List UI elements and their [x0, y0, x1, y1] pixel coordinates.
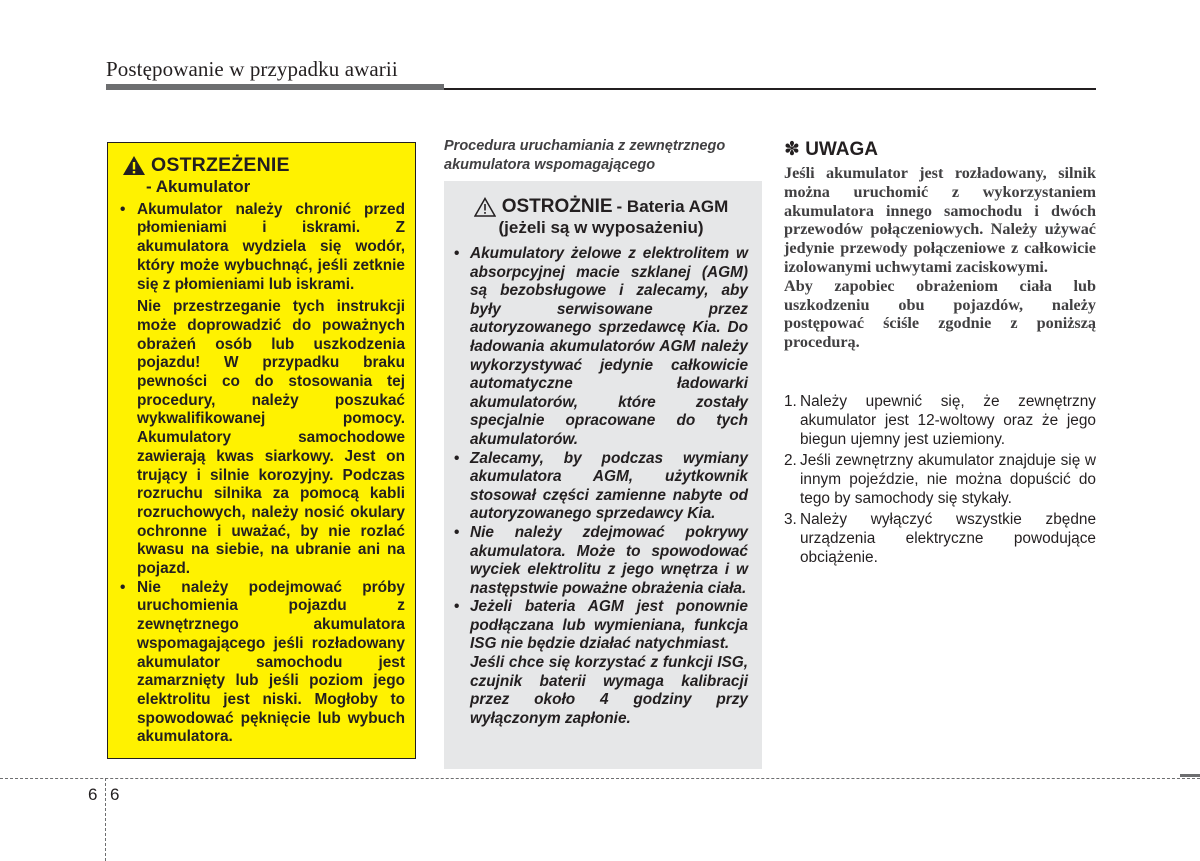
- warning-list: [117, 201, 405, 747]
- chapter-number: 6: [88, 785, 98, 804]
- warning-box: [107, 142, 416, 759]
- step-item: [784, 451, 1096, 508]
- procedure-steps: [784, 392, 1096, 569]
- warning-paragraph: Nie przestrzeganie tych instrukcji może doprowadzić do poważnych obrażeń osób lub uszkodzenia pojazdu! W przypadku braku pewności co do stosowania tej procedury, należy poszukać wykwalifikowanej pomocy. Akumulatory samochodowe zawierają kwas siarkowy. Jest on trujący i silnie korozyjny. Podczas rozruchu silnika za pomocą kabli rozruchowych, należy nosić okulary ochronne i uważać, by nie rozlać kwasu na siebie, na ubranie ani na pojazd.: [137, 298, 405, 578]
- warning-triangle-icon: [122, 155, 146, 176]
- caution-paragraph: Zalecamy, by podczas wymiany akumulatora AGM, użytkownik stosował części zamienne nabyte od autoryzowanego sprzedawcy Kia.: [470, 449, 748, 523]
- bullet: •: [454, 449, 460, 467]
- note-paragraph: Aby zapobiec obrażeniom ciała lub uszkodzeniu obu pojazdów, należy postępować ściśle zgodnie z poniższą procedurą.: [784, 276, 1096, 352]
- page-number: 6: [110, 785, 120, 804]
- procedure-heading: Procedura uruchamiania z zewnętrznego akumulatora wspomagającego: [444, 138, 726, 173]
- step-number: 2.: [784, 452, 797, 469]
- caution-item: [454, 245, 748, 450]
- footer-vertical-dashed-rule: [105, 778, 106, 861]
- caution-paragraph: Nie należy zdejmować pokrywy akumulatora. Może to spowodować wyciek elektrolitu z jego wnętrza i w następstwie poważne obrażenia ciała.: [470, 523, 748, 597]
- warning-header: [122, 155, 405, 176]
- note-title: ✽ UWAGA: [784, 139, 879, 160]
- bullet: •: [120, 578, 126, 596]
- step-text: Jeśli zewnętrzny akumulator znajduje się w innym pojeździe, nie można dopuścić do tego by samochody się stykały.: [800, 452, 1096, 507]
- step-number: 3.: [784, 511, 797, 528]
- caution-header: [454, 197, 748, 217]
- note-text: [784, 164, 1096, 352]
- caution-box: [444, 181, 762, 769]
- caution-title: OSTROŻNIE: [501, 196, 613, 217]
- caution-paragraph: Akumulatory żelowe z elektrolitem w absorpcyjnej macie szklanej (AGM) są bezobsługowe i zalecamy, aby były serwisowane przez autoryzowanego sprzedawcę Kia. Do ładowania akumulatorów AGM należy wykorzystywać jedynie całkowicie automatyczne ładowarki akumulatorów, które zostały specjalnie opracowane do tych akumulatorów.: [470, 245, 748, 448]
- step-item: [784, 392, 1096, 449]
- page-header-title: Postępowanie w przypadku awarii: [106, 57, 398, 81]
- bullet: •: [454, 245, 460, 262]
- header-rule-thin: [444, 88, 1096, 90]
- caution-item: [454, 524, 748, 598]
- bullet: •: [454, 598, 460, 616]
- step-text: Należy upewnić się, że zewnętrzny akumulator jest 12-woltowy oraz że jego biegun ujemny jest uziemiony.: [800, 393, 1096, 448]
- page-edge-mark: [1180, 774, 1200, 777]
- warning-item: [117, 201, 405, 579]
- warning-item: [117, 579, 405, 747]
- caution-triangle-icon: [474, 197, 496, 217]
- warning-paragraph: Akumulator należy chronić przed płomieniami i iskrami. Z akumulatora wydziela się wodór, który może wybuchnąć, jeśli zetknie się z płomieniami lub iskrami.: [137, 200, 405, 293]
- step-item: [784, 510, 1096, 567]
- warning-title: OSTRZEŻENIE: [151, 154, 290, 177]
- caution-paragraph: Jeśli chce się korzystać z funkcji ISG, czujnik baterii wymaga kalibracji przez około 4 godziny przy wyłączonym zapłonie.: [470, 654, 748, 727]
- caution-item: [454, 450, 748, 524]
- footer-dashed-rule: [0, 778, 1200, 779]
- warning-paragraph: Nie należy podejmować próby uruchomienia pojazdu z zewnętrznego akumulatora wspomagającego jeśli rozładowany akumulator samochodu jest zamarznięty lub jeśli poziom jego elektrolitu jest niski. Mogłoby to spowodować pęknięcie lub wybuch akumulatora.: [137, 578, 405, 746]
- caution-paragraph: Jeżeli bateria AGM jest ponownie podłączana lub wymieniana, funkcja ISG nie będzie działać natychmiast.: [470, 598, 748, 653]
- caution-list: [454, 245, 748, 728]
- caution-subtitle: (jeżeli są w wyposażeniu): [498, 218, 704, 237]
- warning-subtitle: - Akumulator: [146, 177, 251, 196]
- caution-item: [454, 598, 748, 728]
- header-rule-thick: [106, 84, 444, 90]
- note-paragraph: Jeśli akumulator jest rozładowany, silnik można uruchomić z wykorzystaniem akumulatora innego samochodu i dwóch przewodów połączeniowych. Należy używać jedynie przewody połączeniowe z całkowicie izolowanymi uchwytami zaciskowymi.: [784, 164, 1096, 276]
- caution-title-suffix: - Bateria AGM: [616, 197, 729, 216]
- bullet: •: [120, 200, 126, 218]
- bullet: •: [454, 523, 460, 541]
- step-number: 1.: [784, 393, 797, 410]
- step-text: Należy wyłączyć wszystkie zbędne urządzenia elektryczne powodujące obciążenie.: [800, 511, 1096, 566]
